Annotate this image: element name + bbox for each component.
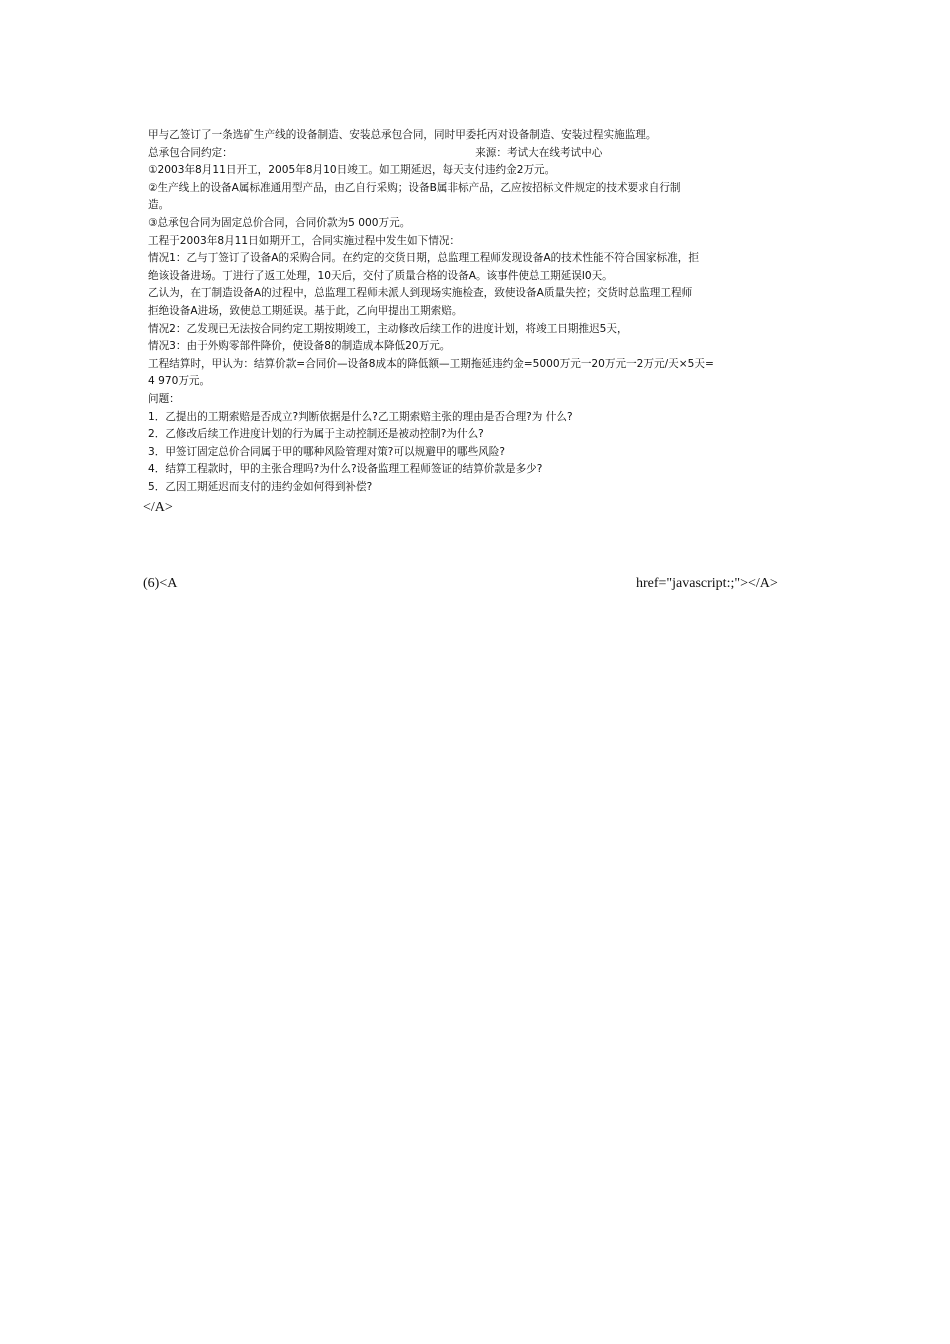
text-line: 造。 bbox=[148, 199, 170, 212]
question-item: 4．结算工程款时，甲的主张合理吗?为什么?设备监理工程师签证的结算价款是多少? bbox=[148, 463, 543, 476]
text-line: 总承包合同约定： 来源：考试大在线考试中心 bbox=[148, 146, 603, 159]
text-line: 拒绝设备A进场，致使总工期延误。基于此，乙向甲提出工期索赔。 bbox=[148, 304, 463, 317]
text-line: 工程结算时，甲认为：结算价款=合同价—设备8成本的降低额—工期拖延违约金=5000万元一20万元一2万元/天×5天= bbox=[148, 357, 714, 370]
text-line: ③总承包合同为固定总价合同，合同价款为5 000万元。 bbox=[148, 216, 411, 229]
text-line: 绝该设备进场。丁进行了返工处理，10天后，交付了质量合格的设备A。该事件使总工期延误l0天。 bbox=[148, 269, 613, 282]
question-item: 1．乙提出的工期索赔是否成立?判断依据是什么?乙工期索赔主张的理由是否合理?为 什么? bbox=[148, 410, 573, 423]
text-line: 乙认为，在丁制造设备A的过程中，总监理工程师未派人到现场实施检查，致使设备A质量失控；交货时总监理工程师 bbox=[148, 287, 693, 300]
text-line: 情况1：乙与丁签订了设备A的采购合同。在约定的交货日期，总监理工程师发现设备A的技术性能不符合国家标准，拒 bbox=[148, 252, 699, 265]
document-body bbox=[148, 127, 808, 496]
text-line: 甲与乙签订了一条选矿生产线的设备制造、安装总承包合同，同时甲委托丙对设备制造、安装过程实施监理。 bbox=[148, 129, 657, 141]
question-item: 2．乙修改后续工作进度计划的行为属于主动控制还是被动控制?为什么? bbox=[148, 428, 484, 441]
closing-tag-text: </A> bbox=[143, 500, 173, 515]
question-item: 5．乙因工期延迟而支付的违约金如何得到补偿? bbox=[148, 480, 373, 493]
text-line: ②生产线上的设备A属标准通用型产品，由乙自行采购；设备B属非标产品，乙应按招标文件规定的技术要求自行制 bbox=[148, 181, 681, 194]
text-line: 工程于2003年8月11日如期开工，合同实施过程中发生如下情况： bbox=[148, 234, 461, 247]
text-line: 情况3：由于外购零部件降价，使设备8的制造成本降低20万元。 bbox=[148, 340, 451, 353]
anchor-fragment-right: href="javascript:;"></A> bbox=[636, 576, 778, 591]
anchor-fragment-left: (6)<A bbox=[143, 576, 178, 591]
text-line: 情况2：乙发现已无法按合同约定工期按期竣工，主动修改后续工作的进度计划，将竣工日期推迟5天， bbox=[148, 322, 628, 335]
text-line: 4 970万元。 bbox=[148, 375, 211, 388]
text-line: ①2003年8月11日开工，2005年8月10日竣工。如工期延迟，每天支付违约金2万元。 bbox=[148, 164, 556, 177]
text-line: 问题： bbox=[148, 392, 180, 405]
question-item: 3．甲签订固定总价合同属于甲的哪种风险管理对策?可以规避甲的哪些风险? bbox=[148, 445, 505, 458]
